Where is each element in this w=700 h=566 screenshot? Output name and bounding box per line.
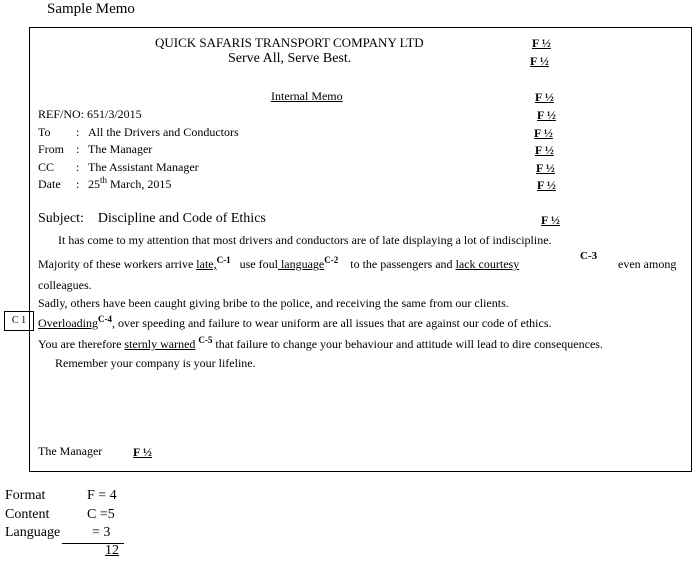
body-text: Majority of these workers arrive <box>38 257 197 271</box>
content-mark: C-4 <box>97 314 112 324</box>
format-mark: F ½ <box>537 178 556 192</box>
format-mark: F ½ <box>532 36 551 50</box>
format-mark: F ½ <box>535 143 554 157</box>
score-content-value: C =5 <box>87 507 115 522</box>
score-format-label: Format <box>5 488 46 503</box>
date-day: 25 <box>88 177 100 191</box>
date-colon: : <box>76 177 80 191</box>
to-label: To <box>38 125 51 139</box>
format-mark: F ½ <box>535 90 554 104</box>
score-format-value: F = 4 <box>87 488 117 503</box>
to-colon: : <box>76 125 80 139</box>
marked-word: Overloading <box>38 316 98 330</box>
format-mark: F ½ <box>541 213 560 227</box>
subject-line <box>38 211 266 227</box>
marked-word: language <box>277 257 325 271</box>
reference: REF/NO: 651/3/2015 <box>38 107 142 121</box>
body-line-4: Sadly, others have been caught giving bribe to the police, and receiving the same from our clients. <box>38 296 509 310</box>
body-text: You are therefore <box>38 337 125 351</box>
content-mark: C-3 <box>580 250 598 262</box>
score-content-label: Content <box>5 507 50 522</box>
from-label: From <box>38 142 65 156</box>
margin-note: C 1 <box>4 311 34 331</box>
score-language-value: = 3 <box>92 525 111 540</box>
cc-label: CC <box>38 160 55 174</box>
body-text: even among <box>618 257 677 271</box>
content-mark: C-1 <box>216 255 231 265</box>
body-text: , over speeding and failure to wear uniform are all issues that are against our code of ethics. <box>111 316 552 330</box>
slogan: Serve All, Serve Best. <box>228 51 352 66</box>
body-line-5 <box>38 316 552 331</box>
date-label: Date <box>38 177 61 191</box>
from-colon: : <box>76 142 80 156</box>
cc-line <box>38 160 199 175</box>
body-text: use foul <box>239 257 278 271</box>
to-value: All the Drivers and Conductors <box>88 125 239 139</box>
format-mark: F ½ <box>537 108 556 122</box>
date-rest: March, 2015 <box>107 177 172 191</box>
to-line <box>38 125 239 140</box>
cc-value: The Assistant Manager <box>88 160 199 174</box>
content-mark: C-2 <box>324 255 339 265</box>
body-line-1: It has come to my attention that most drivers and conductors are of late displaying a lot of indiscipline. <box>58 233 552 247</box>
format-mark: F ½ <box>133 445 152 459</box>
caption: Sample Memo <box>47 1 135 17</box>
body-text: that failure to change your behaviour and attitude will lead to dire consequences. <box>212 337 603 351</box>
score-total: 12 <box>105 543 119 558</box>
cc-colon: : <box>76 160 80 174</box>
format-mark: F ½ <box>530 54 549 68</box>
from-value: The Manager <box>88 142 153 156</box>
signature: The Manager <box>38 444 103 458</box>
company-name: QUICK SAFARIS TRANSPORT COMPANY LTD <box>155 35 424 50</box>
marked-word: sternly warned <box>124 337 196 351</box>
memo-title: Internal Memo <box>271 89 343 103</box>
date-suffix: th <box>100 175 108 185</box>
body-line-7: Remember your company is your lifeline. <box>55 356 256 370</box>
date-line <box>38 177 171 192</box>
body-line-3: colleagues. <box>38 278 92 292</box>
content-mark: C-5 <box>198 335 213 345</box>
from-line <box>38 142 152 157</box>
format-mark: F ½ <box>536 161 555 175</box>
marked-word: late, <box>196 257 217 271</box>
body-text: to the passengers and <box>350 257 456 271</box>
body-line-6 <box>38 337 603 352</box>
marked-word: lack courtesy <box>455 257 520 271</box>
subject-value: Discipline and Code of Ethics <box>97 211 266 226</box>
body-line-2 <box>38 257 519 272</box>
format-mark: F ½ <box>534 126 553 140</box>
score-language-label: Language <box>5 525 61 540</box>
subject-label: Subject: <box>38 211 84 226</box>
